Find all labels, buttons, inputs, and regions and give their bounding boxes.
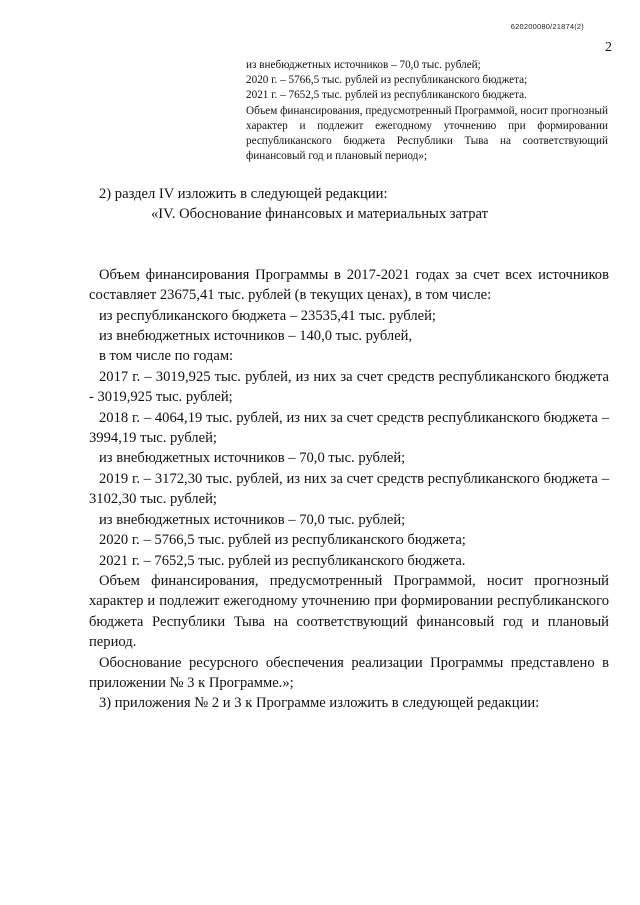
page-number: 2 — [605, 40, 612, 55]
quoted-text-block — [246, 58, 608, 164]
paragraph: из республиканского бюджета – 23535,41 тыс. рублей; — [99, 307, 436, 324]
section-intro: 2) раздел IV изложить в следующей редакции: — [99, 186, 388, 202]
quote-line: 2020 г. – 5766,5 тыс. рублей из республиканского бюджета; — [246, 74, 528, 87]
paragraph: 3) приложения № 2 и 3 к Программе изложить в следующей редакции: — [99, 695, 540, 712]
paragraph: 2017 г. – 3019,925 тыс. рублей, из них за счет средств республиканского бюджета - 3019,925 тыс. рублей; — [89, 368, 609, 406]
paragraph: Объем финансирования, предусмотренный Программой, носит прогнозный характер и подлежит ежегодному уточнению при формировании республиканского бюджета Республики Тыва на соответствующий финансовый год и плановый период. — [89, 572, 609, 651]
paragraph: из внебюджетных источников – 70,0 тыс. рублей; — [99, 511, 406, 528]
paragraph: в том числе по годам: — [99, 348, 234, 365]
paragraph: 2020 г. – 5766,5 тыс. рублей из республиканского бюджета; — [99, 532, 466, 549]
quote-line: из внебюджетных источников – 70,0 тыс. рублей; — [246, 59, 481, 71]
spacer — [89, 225, 609, 265]
paragraph: 2019 г. – 3172,30 тыс. рублей, из них за счет средств республиканского бюджета – 3102,30 тыс. рублей; — [89, 470, 609, 508]
paragraph: Обоснование ресурсного обеспечения реализации Программы представлено в приложении № 3 к Программе.»; — [89, 654, 609, 691]
paragraph: из внебюджетных источников – 70,0 тыс. рублей; — [99, 450, 406, 467]
document-body — [89, 184, 609, 714]
quote-line: 2021 г. – 7652,5 тыс. рублей из республиканского бюджета. — [246, 89, 527, 102]
quote-line: Объем финансирования, предусмотренный Программой, носит прогнозный характер и подлежит ежегодному уточнению при формировании республиканского бюджета Республики Тыва на соответствующий финансовый год и плановый период»; — [246, 104, 608, 163]
document-id: 620200080/21874(2) — [510, 22, 584, 31]
paragraph: Объем финансирования Программы в 2017-2021 годах за счет всех источников составляет 23675,41 тыс. рублей (в текущих ценах), в том числе: — [89, 266, 609, 304]
section-heading: «IV. Обоснование финансовых и материальных затрат — [151, 206, 488, 223]
paragraph: 2018 г. – 4064,19 тыс. рублей, из них за счет средств республиканского бюджета – 3994,19 тыс. рублей; — [89, 409, 609, 447]
paragraph: 2021 г. – 7652,5 тыс. рублей из республиканского бюджета. — [99, 552, 466, 569]
paragraph: из внебюджетных источников – 140,0 тыс. рублей, — [99, 328, 413, 345]
